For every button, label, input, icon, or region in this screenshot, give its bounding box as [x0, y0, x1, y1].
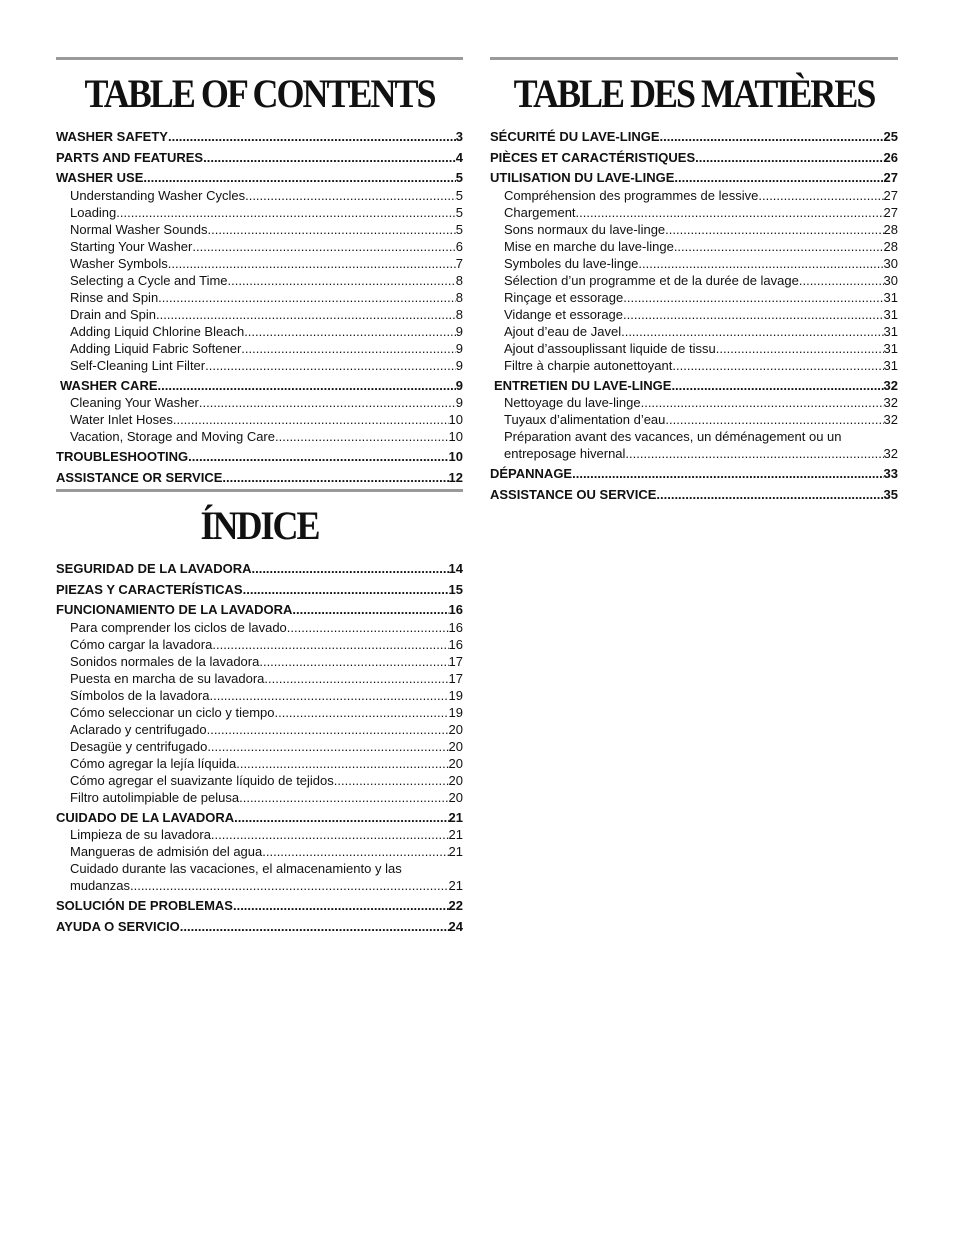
toc-subentry[interactable]: Compréhension des programmes de lessive ..... 27: [490, 187, 898, 204]
toc-entry[interactable]: FUNCIONAMIENTO DE LA LAVADORA ..... 16: [56, 601, 463, 619]
toc-subentry[interactable]: Sélection d’un programme et de la durée de lavage ..... 30: [490, 272, 898, 289]
toc-entry[interactable]: ENTRETIEN DU LAVE-LINGE ..... 32: [490, 377, 898, 395]
french-toc-heading: TABLE DES MATIÈRES: [513, 71, 875, 116]
toc-entry[interactable]: PARTS AND FEATURES ..... 4: [56, 149, 463, 167]
toc-subentry[interactable]: Ajout d’eau de Javel ..... 31: [490, 323, 898, 340]
toc-subentry[interactable]: Sonidos normales de la lavadora ..... 17: [56, 653, 463, 670]
toc-subentry[interactable]: Rinçage et essorage ..... 31: [490, 289, 898, 306]
toc-entry[interactable]: AYUDA O SERVICIO ..... 24: [56, 918, 463, 936]
toc-subentry[interactable]: Ajout d’assouplissant liquide de tissu ..... 31: [490, 340, 898, 357]
toc-entry[interactable]: WASHER CARE ..... 9: [56, 377, 463, 395]
toc-subentry[interactable]: Rinse and Spin ..... 8: [56, 289, 463, 306]
english-toc-heading: TABLE OF CONTENTS: [84, 71, 435, 116]
english-toc-list: [56, 128, 463, 486]
french-toc-section: [490, 57, 898, 503]
english-toc-section: [56, 57, 463, 486]
section-rule: [56, 57, 463, 60]
toc-subentry[interactable]: Filtre à charpie autonettoyant ..... 31: [490, 357, 898, 374]
toc-subentry[interactable]: Símbolos de la lavadora ..... 19: [56, 687, 463, 704]
toc-subentry[interactable]: Washer Symbols ..... 7: [56, 255, 463, 272]
spanish-toc-list: [56, 560, 463, 935]
french-toc-list: [490, 128, 898, 503]
spanish-toc-heading: ÍNDICE: [200, 503, 319, 548]
toc-entry[interactable]: PIÈCES ET CARACTÉRISTIQUES ..... 26: [490, 149, 898, 167]
toc-subentry[interactable]: Puesta en marcha de su lavadora ..... 17: [56, 670, 463, 687]
spanish-toc-section: [56, 489, 463, 935]
toc-subentry[interactable]: Cómo agregar la lejía líquida ..... 20: [56, 755, 463, 772]
toc-subentry[interactable]: Drain and Spin ..... 8: [56, 306, 463, 323]
toc-subentry[interactable]: Understanding Washer Cycles ..... 5: [56, 187, 463, 204]
toc-subentry[interactable]: Cómo cargar la lavadora ..... 16: [56, 636, 463, 653]
toc-subentry[interactable]: Mangueras de admisión del agua ..... 21: [56, 843, 463, 860]
toc-subentry[interactable]: Para comprender los ciclos de lavado ..... 16: [56, 619, 463, 636]
section-rule: [490, 57, 898, 60]
toc-subentry[interactable]: Water Inlet Hoses ..... 10: [56, 411, 463, 428]
toc-subentry[interactable]: Limpieza de su lavadora ..... 21: [56, 826, 463, 843]
toc-subentry[interactable]: Cómo seleccionar un ciclo y tiempo ..... 19: [56, 704, 463, 721]
toc-subentry[interactable]: Desagüe y centrifugado ..... 20: [56, 738, 463, 755]
toc-entry[interactable]: SÉCURITÉ DU LAVE-LINGE ..... 25: [490, 128, 898, 146]
toc-entry[interactable]: WASHER SAFETY ..... 3: [56, 128, 463, 146]
toc-subentry[interactable]: Tuyaux d’alimentation d’eau ..... 32: [490, 411, 898, 428]
toc-subentry[interactable]: Chargement ..... 27: [490, 204, 898, 221]
toc-subentry[interactable]: Mise en marche du lave-linge ..... 28: [490, 238, 898, 255]
toc-entry[interactable]: SOLUCIÓN DE PROBLEMAS ..... 22: [56, 897, 463, 915]
toc-subentry[interactable]: Cómo agregar el suavizante líquido de tejidos ..... 20: [56, 772, 463, 789]
toc-entry[interactable]: ASSISTANCE OU SERVICE ..... 35: [490, 486, 898, 504]
toc-entry[interactable]: TROUBLESHOOTING ..... 10: [56, 448, 463, 466]
toc-subentry[interactable]: Nettoyage du lave-linge ..... 32: [490, 394, 898, 411]
toc-subentry[interactable]: Filtro autolimpiable de pelusa ..... 20: [56, 789, 463, 806]
toc-subentry[interactable]: Vidange et essorage ..... 31: [490, 306, 898, 323]
toc-entry[interactable]: CUIDADO DE LA LAVADORA ..... 21: [56, 809, 463, 827]
toc-subentry[interactable]: Adding Liquid Chlorine Bleach ..... 9: [56, 323, 463, 340]
toc-subentry[interactable]: Selecting a Cycle and Time ..... 8: [56, 272, 463, 289]
toc-subentry[interactable]: Loading ..... 5: [56, 204, 463, 221]
toc-entry[interactable]: SEGURIDAD DE LA LAVADORA ..... 14: [56, 560, 463, 578]
toc-subentry[interactable]: Préparation avant des vacances, un déménagement ou un entreposage hivernal ..... 32: [490, 428, 898, 462]
toc-entry[interactable]: WASHER USE ..... 5: [56, 169, 463, 187]
toc-entry[interactable]: PIEZAS Y CARACTERÍSTICAS ..... 15: [56, 581, 463, 599]
toc-subentry[interactable]: Vacation, Storage and Moving Care ..... 10: [56, 428, 463, 445]
toc-subentry[interactable]: Cleaning Your Washer ..... 9: [56, 394, 463, 411]
toc-entry[interactable]: UTILISATION DU LAVE-LINGE ..... 27: [490, 169, 898, 187]
toc-subentry[interactable]: Symboles du lave-linge ..... 30: [490, 255, 898, 272]
section-rule: [56, 489, 463, 492]
toc-subentry[interactable]: Cuidado durante las vacaciones, el almacenamiento y las mudanzas ..... 21: [56, 860, 463, 894]
toc-subentry[interactable]: Sons normaux du lave-linge ..... 28: [490, 221, 898, 238]
toc-subentry[interactable]: Normal Washer Sounds ..... 5: [56, 221, 463, 238]
toc-subentry[interactable]: Self-Cleaning Lint Filter ..... 9: [56, 357, 463, 374]
toc-entry[interactable]: ASSISTANCE OR SERVICE ..... 12: [56, 469, 463, 487]
toc-subentry[interactable]: Starting Your Washer ..... 6: [56, 238, 463, 255]
toc-subentry[interactable]: Adding Liquid Fabric Softener ..... 9: [56, 340, 463, 357]
toc-entry[interactable]: DÉPANNAGE ..... 33: [490, 465, 898, 483]
toc-subentry[interactable]: Aclarado y centrifugado ..... 20: [56, 721, 463, 738]
